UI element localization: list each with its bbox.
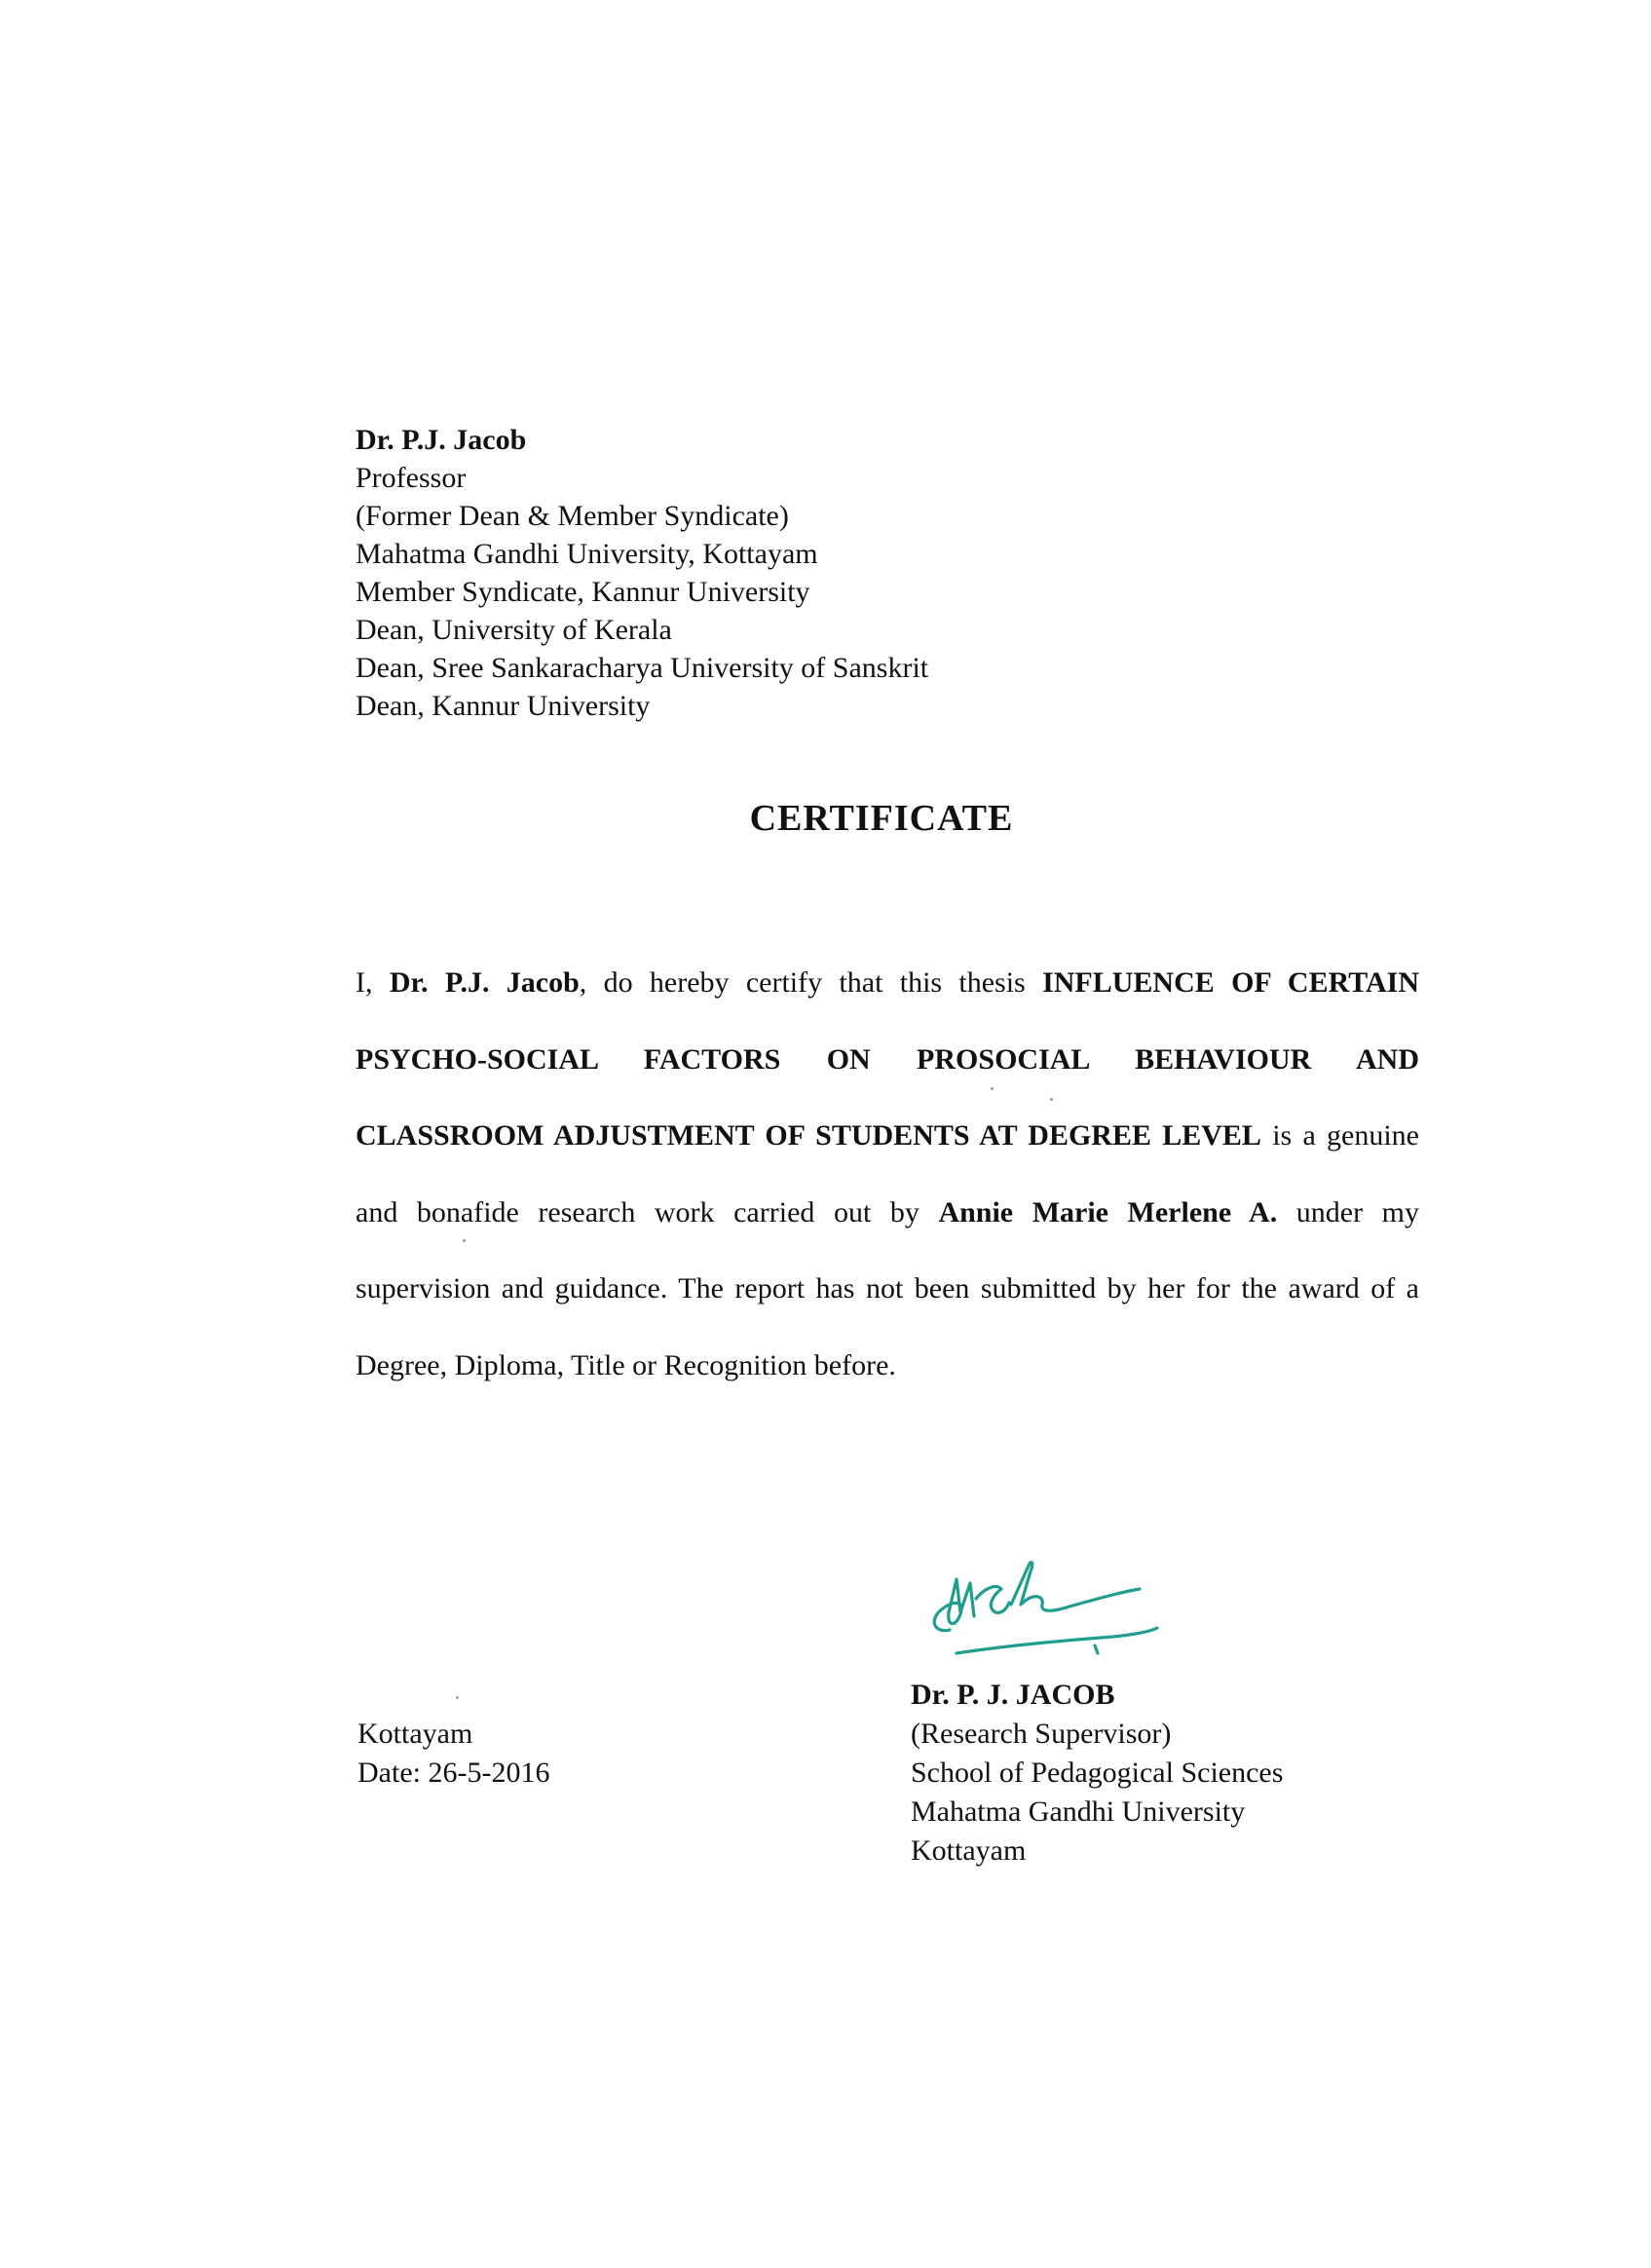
- supervisor-block: [911, 1676, 1283, 1871]
- certificate-date: Date: 26-5-2016: [357, 1757, 550, 1789]
- letterhead-line: Dean, Kannur University: [356, 690, 651, 722]
- signature-image: [906, 1544, 1169, 1671]
- thesis-title: INFLUENCE OF CERTAIN PSYCHO-SOCIAL FACTORS ON PROSOCIAL BEHAVIOUR AND CLASSROOM ADJUSTMENT OF STUDENTS AT DEGREE LEVEL: [356, 966, 1420, 1152]
- supervisor-line: Mahatma Gandhi University: [911, 1796, 1246, 1828]
- place-date-block: [357, 1715, 549, 1793]
- letterhead-line: Dean, Sree Sankaracharya University of Sanskrit: [356, 652, 929, 684]
- letterhead-line: Professor: [356, 462, 467, 494]
- letterhead-line: Member Syndicate, Kannur University: [356, 576, 810, 608]
- certificate-body: [356, 945, 1419, 1404]
- letterhead-line: Dean, University of Kerala: [356, 614, 672, 646]
- certifier-name: Dr. P.J. Jacob: [389, 966, 580, 999]
- letterhead: [356, 421, 928, 725]
- scan-speck: [1050, 1098, 1053, 1101]
- place-city: Kottayam: [357, 1718, 473, 1750]
- letterhead-line: (Former Dean & Member Syndicate): [356, 500, 789, 532]
- body-intro: I,: [356, 966, 373, 999]
- supervisor-name: Dr. P. J. JACOB: [911, 1679, 1115, 1711]
- body-phrase: , do hereby certify that this thesis: [579, 966, 1026, 999]
- scan-speck: [456, 1696, 459, 1699]
- supervisor-line: School of Pedagogical Sciences: [911, 1757, 1284, 1789]
- page-title: CERTIFICATE: [749, 798, 1014, 839]
- supervisor-line: Kottayam: [911, 1834, 1027, 1867]
- scan-speck: [991, 1087, 994, 1090]
- body-phrase: under my supervision and guidance. The report has not been submitted by her for the award of a Degree, Diploma, Title or Recognition before.: [356, 1195, 1420, 1381]
- scan-speck: [463, 1239, 466, 1242]
- body-phrase: is a genuine and bonafide research work carried out by: [356, 1119, 1419, 1228]
- supervisor-line: (Research Supervisor): [911, 1718, 1172, 1750]
- letterhead-line: Mahatma Gandhi University, Kottayam: [356, 538, 818, 570]
- letterhead-name: Dr. P.J. Jacob: [356, 424, 527, 456]
- student-name: Annie Marie Merlene A.: [938, 1195, 1278, 1228]
